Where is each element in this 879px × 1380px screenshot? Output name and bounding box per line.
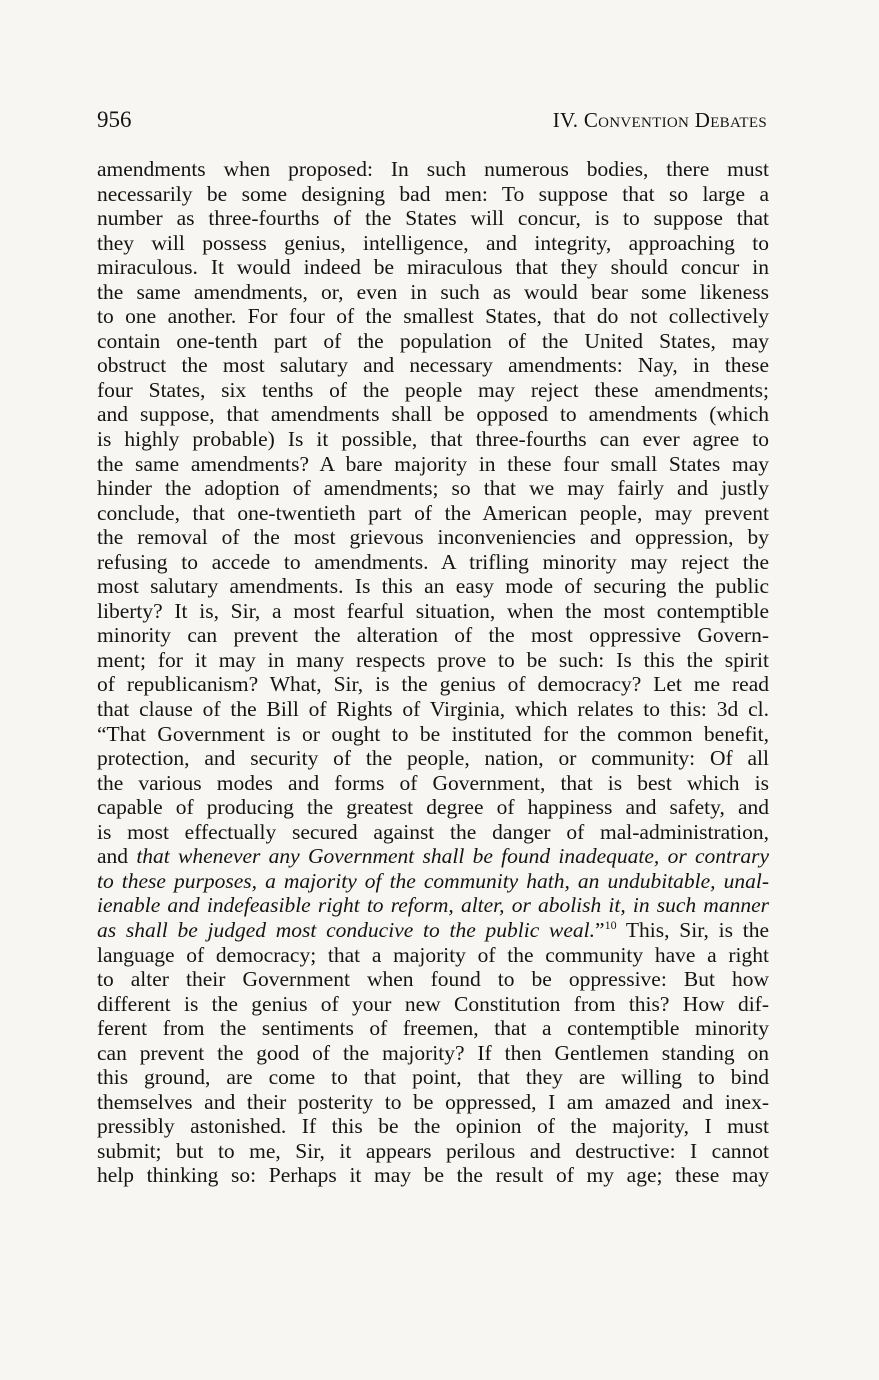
line-text: help thinking so: Perhaps it may be the result of my age; these may bbox=[97, 1163, 769, 1188]
section-title: IV. Convention Debates bbox=[552, 108, 767, 132]
text-line bbox=[97, 231, 769, 256]
footnote-marker: 10 bbox=[604, 917, 617, 932]
line-text: contain one-tenth part of the population of the United States, may bbox=[97, 328, 769, 353]
line-text: they will possess genius, intelligence, and integrity, approaching to bbox=[97, 230, 769, 255]
text-line bbox=[97, 992, 769, 1017]
line-text: submit; but to me, Sir, it appears perilous and destructive: I cannot bbox=[97, 1138, 769, 1163]
line-text: the same amendments, or, even in such as would bear some likeness bbox=[97, 279, 769, 304]
line-text: language of democracy; that a majority of the community have a right bbox=[97, 942, 769, 967]
line-text: number as three-fourths of the States will concur, is to suppose that bbox=[97, 206, 769, 231]
text-line bbox=[97, 623, 769, 648]
text-line bbox=[97, 697, 769, 722]
line-text: this ground, are come to that point, that they are willing to bind bbox=[97, 1065, 769, 1090]
line-text: hinder the adoption of amendments; so that we may fairly and justly bbox=[97, 476, 769, 501]
text-line bbox=[97, 918, 769, 943]
italic-quote-text: that whenever any Government shall be found inadequate, or contrary bbox=[136, 844, 769, 869]
line-text: is highly probable) Is it possible, that three-fourths can ever agree to bbox=[97, 427, 769, 452]
line-text: amendments when proposed: In such numerous bodies, there must bbox=[97, 157, 769, 181]
italic-quote-text: to these purposes, a majority of the community hath, an undubitable, unal- bbox=[97, 868, 769, 893]
line-text: ment; for it may in many respects prove to be such: Is this the spirit bbox=[97, 647, 769, 672]
text-line bbox=[97, 1163, 769, 1188]
text-line bbox=[97, 1016, 769, 1041]
body-text bbox=[97, 157, 769, 1188]
text-line bbox=[97, 329, 769, 354]
page-number: 956 bbox=[97, 107, 132, 132]
text-line bbox=[97, 746, 769, 771]
line-text: different is the genius of your new Constitution from this? How dif- bbox=[97, 991, 769, 1016]
text-line bbox=[97, 206, 769, 231]
text-line bbox=[97, 378, 769, 403]
text-line bbox=[97, 1139, 769, 1164]
line-text: is most effectually secured against the danger of mal-administration, bbox=[97, 819, 769, 844]
text-line bbox=[97, 820, 769, 845]
line-text: that clause of the Bill of Rights of Virginia, which relates to this: 3d cl. bbox=[97, 697, 769, 722]
line-text: ferent from the sentiments of freemen, that a contemptible minority bbox=[97, 1016, 769, 1041]
line-text: of republicanism? What, Sir, is the genius of democracy? Let me read bbox=[97, 672, 769, 697]
text-line bbox=[97, 525, 769, 550]
text-line bbox=[97, 1090, 769, 1115]
text-line bbox=[97, 157, 769, 182]
text-line bbox=[97, 574, 769, 599]
line-text: refusing to accede to amendments. A trifling minority may reject the bbox=[97, 549, 769, 574]
text-line bbox=[97, 427, 769, 452]
line-text: obstruct the most salutary and necessary amendments: Nay, in these bbox=[97, 353, 769, 378]
line-text: and bbox=[97, 844, 137, 869]
italic-quote-text: as shall be judged most conducive to the public weal. bbox=[97, 917, 596, 942]
line-text: four States, six tenths of the people may reject these amendments; bbox=[97, 377, 769, 402]
text-line bbox=[97, 402, 769, 427]
text-line bbox=[97, 648, 769, 673]
text-line bbox=[97, 722, 769, 747]
text-line bbox=[97, 795, 769, 820]
line-text: pressibly astonished. If this be the opinion of the majority, I must bbox=[97, 1114, 769, 1139]
line-text: the various modes and forms of Government, that is best which is bbox=[97, 770, 769, 795]
text-line bbox=[97, 672, 769, 697]
text-line bbox=[97, 304, 769, 329]
line-text: This, Sir, is the bbox=[616, 917, 770, 942]
text-line bbox=[97, 501, 769, 526]
line-text: capable of producing the greatest degree of happiness and safety, and bbox=[97, 795, 769, 820]
text-line bbox=[97, 943, 769, 968]
text-line bbox=[97, 869, 769, 894]
line-text: liberty? It is, Sir, a most fearful situation, when the most contemptible bbox=[97, 598, 769, 623]
line-text: minority can prevent the alteration of the most oppressive Govern- bbox=[97, 623, 769, 648]
text-line bbox=[97, 182, 769, 207]
text-line bbox=[97, 1041, 769, 1066]
line-text: protection, and security of the people, nation, or community: Of all bbox=[97, 746, 769, 771]
text-line bbox=[97, 893, 769, 918]
text-line bbox=[97, 452, 769, 477]
text-line bbox=[97, 476, 769, 501]
line-text: necessarily be some designing bad men: To suppose that so large a bbox=[97, 181, 769, 206]
line-text: to one another. For four of the smallest States, that do not collectively bbox=[97, 304, 769, 329]
text-line bbox=[97, 353, 769, 378]
text-line bbox=[97, 255, 769, 280]
line-text: “That Government is or ought to be instituted for the common benefit, bbox=[97, 721, 769, 746]
line-text: to alter their Government when found to be oppressive: But how bbox=[97, 967, 769, 992]
text-line bbox=[97, 599, 769, 624]
line-text: ” bbox=[595, 917, 605, 942]
line-text: and suppose, that amendments shall be opposed to amendments (which bbox=[97, 402, 769, 427]
running-head bbox=[97, 103, 767, 137]
line-text: themselves and their posterity to be oppressed, I am amazed and inex- bbox=[97, 1089, 769, 1114]
line-text: can prevent the good of the majority? If then Gentlemen standing on bbox=[97, 1040, 769, 1065]
text-line bbox=[97, 1065, 769, 1090]
line-text: conclude, that one-twentieth part of the American people, may prevent bbox=[97, 500, 769, 525]
italic-quote-text: ienable and indefeasible right to reform, alter, or abolish it, in such manner bbox=[97, 893, 769, 918]
text-line bbox=[97, 280, 769, 305]
text-line bbox=[97, 550, 769, 575]
line-text: the removal of the most grievous inconveniencies and oppression, by bbox=[97, 525, 769, 550]
text-line bbox=[97, 844, 769, 869]
text-line bbox=[97, 1114, 769, 1139]
text-line bbox=[97, 967, 769, 992]
text-line bbox=[97, 771, 769, 796]
line-text: most salutary amendments. Is this an easy mode of securing the public bbox=[97, 574, 769, 599]
line-text: the same amendments? A bare majority in these four small States may bbox=[97, 451, 769, 476]
line-text: miraculous. It would indeed be miraculous that they should concur in bbox=[97, 255, 769, 280]
